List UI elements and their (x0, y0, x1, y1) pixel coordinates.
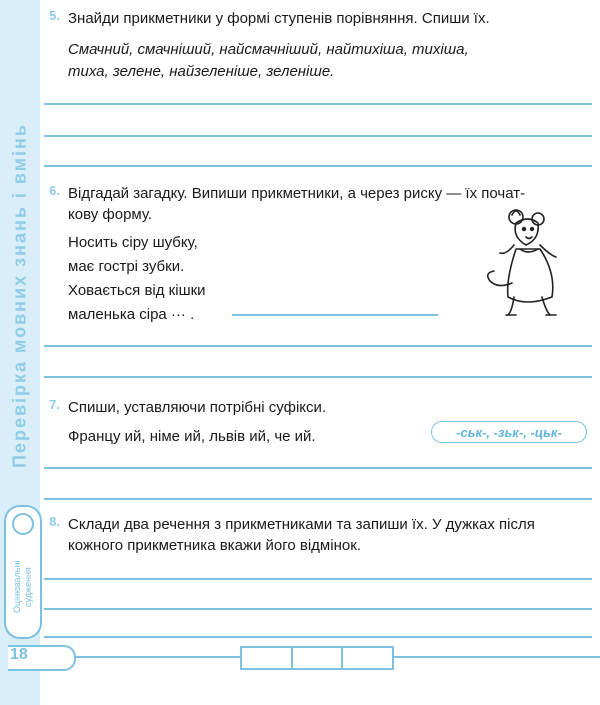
answer-line[interactable] (44, 578, 592, 580)
answer-line[interactable] (44, 376, 592, 378)
task-number: 6. (49, 183, 60, 198)
task-number: 5. (49, 8, 60, 23)
inline-answer-line[interactable] (232, 314, 438, 316)
assessment-tab (4, 505, 42, 639)
grade-cell[interactable] (242, 648, 293, 668)
task-words-line2: тиха, зелене, найзеленіше, зеленіше. (68, 63, 335, 80)
tab-label: Оцінювальні судження (12, 560, 33, 614)
answer-line[interactable] (44, 498, 592, 500)
task-instruction: Знайди прикметники у формі ступенів порівняння. Спиши їх. (68, 10, 490, 27)
task-instruction-line2: кову форму. (68, 206, 153, 223)
task-words-line1: Смачний, смачніший, найсмачніший, найтихіша, тихіша, (68, 41, 469, 58)
task-instruction-line2: кожного прикметника вкажи його відмінок. (68, 537, 361, 554)
answer-line[interactable] (44, 103, 592, 105)
grade-cell[interactable] (293, 648, 344, 668)
task-instruction-line1: Відгадай загадку. Випиши прикметники, а через риску — їх почат- (68, 185, 526, 202)
page-number: 18 (10, 646, 28, 663)
suffix-hint-badge: -ськ-, -зьк-, -цьк- (431, 421, 587, 443)
answer-line[interactable] (44, 135, 592, 137)
task-number: 8. (49, 514, 60, 529)
riddle-line: має гострі зубки. (68, 258, 185, 275)
task-exercise: Францу ий, німе ий, львів ий, че ий. (68, 428, 316, 445)
section-title-vertical: Перевірка мовних знань і вмінь (9, 123, 30, 469)
task-instruction: Спиши, уставляючи потрібні суфікси. (68, 399, 327, 416)
riddle-line: Ховається від кішки (68, 282, 206, 299)
tab-circle-icon (12, 513, 34, 535)
answer-line[interactable] (44, 467, 592, 469)
grade-boxes (240, 646, 394, 670)
answer-line[interactable] (44, 608, 592, 610)
task-instruction-line1: Склади два речення з прикметниками та запиши їх. У дужках після (68, 516, 535, 533)
riddle-line: маленька сіра ··· . (68, 306, 195, 323)
task-number: 7. (49, 397, 60, 412)
answer-line[interactable] (44, 165, 592, 167)
riddle-line: Носить сіру шубку, (68, 234, 198, 251)
mouse-illustration-icon (486, 205, 572, 325)
grade-cell[interactable] (343, 648, 392, 668)
answer-line[interactable] (44, 636, 592, 638)
answer-line[interactable] (44, 345, 592, 347)
